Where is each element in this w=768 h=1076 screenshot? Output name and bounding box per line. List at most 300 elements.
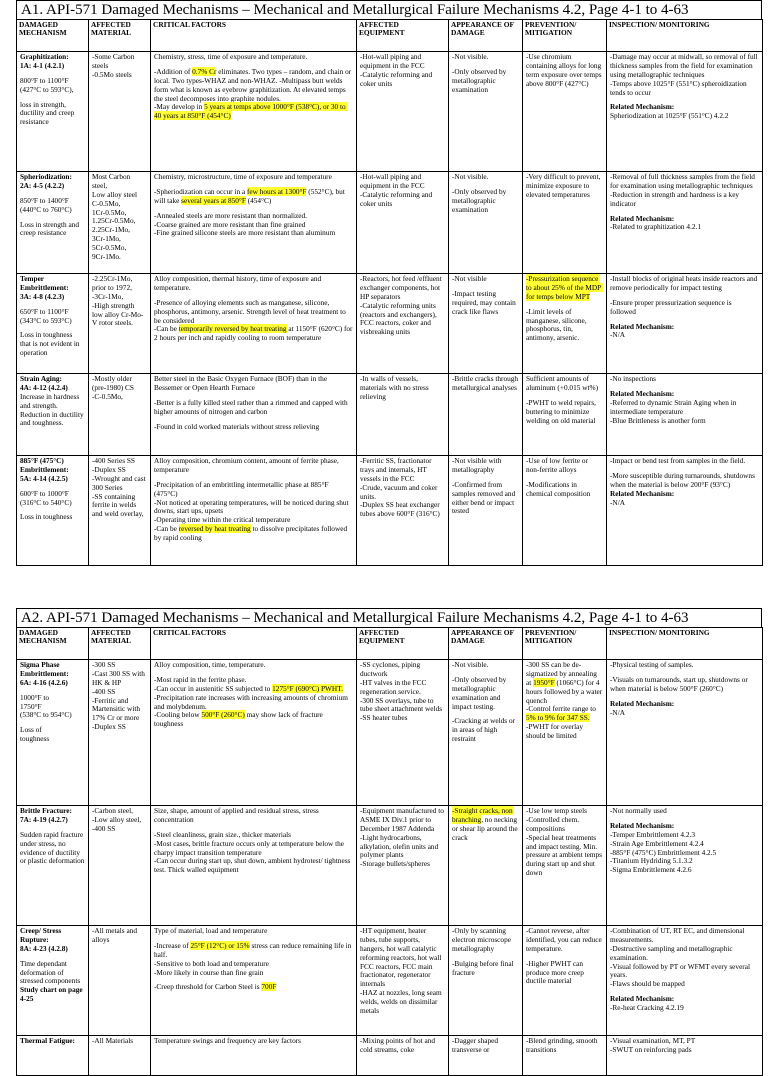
equipment-cell (357, 374, 449, 456)
mechanism-cell (17, 806, 89, 926)
highlighted-text: 700F (261, 982, 277, 992)
mechanisms-table (16, 19, 763, 566)
text-line: Loss in toughness that is not evident in operation (20, 330, 82, 358)
factors-cell (151, 806, 357, 926)
text-line: -Use of low ferrite or non-ferrite alloys (526, 456, 590, 474)
text-line: toughness (20, 734, 50, 744)
mechanism-code: 4A: 4-12 (4.2.4) (20, 382, 68, 392)
text-line: -Equipment manufactured to ASME IX Div.1 prior to December 1987 Addenda (360, 806, 446, 833)
text-line: -More susceptible during turnarounds, shutdowns when the material is below 200°F (93°C) (610, 470, 757, 489)
text-line: -Can be reversed by heat treating to dissolve precipitates followed by rapid cooling (154, 524, 349, 543)
text-line: -400 SS (92, 686, 116, 696)
text-line: -Control ferrite range to 5% to 9% for 347 SS. (526, 704, 598, 723)
text-line: Type of material, load and temperature (154, 926, 268, 935)
text-line: 1750°F (20, 701, 42, 711)
text-line: -SS cyclones, piping ductwork (360, 660, 423, 678)
material-cell (89, 926, 151, 1036)
mechanism-cell (17, 456, 89, 566)
text-line: (427°C to 593°C), (20, 84, 74, 94)
column-header: INSPECTION/ MONITORING (607, 20, 763, 52)
text-line: -Brittle cracks through metallurgical analyses (452, 374, 520, 392)
text-line: -N/A (610, 497, 625, 507)
highlighted-text: several years at 850°F (181, 195, 246, 205)
equipment-cell (357, 52, 449, 172)
appearance-cell (449, 806, 523, 926)
text-line: -Only observed by metallographic examination (452, 66, 509, 94)
text-line: Alloy composition, thermal history, time of exposure and temperature. (154, 274, 323, 292)
mechanism-code: 7A: 4-19 (4.2.7) (20, 814, 68, 824)
text-line: -Hot-wall piping and equipment in the FCC (360, 172, 425, 190)
text-line: -C-0.5Mo, (92, 391, 123, 401)
material-cell (89, 1036, 151, 1076)
column-header: APPEARANCE OF DAMAGE (449, 628, 523, 660)
factors-cell (151, 456, 357, 566)
mechanism-cell (17, 172, 89, 274)
prevention-cell (523, 660, 607, 806)
text-line: -Impact or bend test from samples in the field. (610, 456, 746, 465)
table-row (17, 274, 763, 374)
text-line: -Coarse grained are more resistant than fine grained (154, 219, 306, 229)
text-line: -Use chromium containing alloys for long term exposure over temps above 800°F (427°C) (526, 52, 604, 88)
text-line: -Duplex SS (92, 722, 126, 732)
text-line: Related Mechanism: (610, 102, 675, 112)
text-line: -Operating time within the critical temperature (154, 515, 291, 525)
text-line: -Annealed steels are more resistant than normalized. (154, 210, 307, 220)
appearance-cell (449, 274, 523, 374)
text-line: Related Mechanism: (610, 488, 675, 498)
text-line: -Light hydrocarbons, alkylation, olefin units and polymer plants (360, 832, 441, 860)
text-line: 850°F to 1400°F (20, 195, 69, 205)
text-line: -Not normally used (610, 806, 667, 815)
text-line: Time dependant deformation of stressed components (20, 958, 81, 986)
material-cell (89, 274, 151, 374)
text-line: -No inspections (610, 374, 657, 383)
mechanism-code: 6A: 4-16 (4.2.6) (20, 677, 68, 687)
text-line: -400 SS (92, 823, 116, 833)
highlighted-text: -Pressurization sequence to about 25% of the MDP for temps below MPT (526, 274, 604, 301)
inspection-cell (607, 806, 763, 926)
text-line: 650°F to 1100°F (20, 306, 69, 316)
text-line: -Some Carbon steels (92, 52, 137, 70)
text-line: -Referred to dynamic Strain Aging when in intermediate temperature (610, 397, 739, 416)
text-line: Related Mechanism: (610, 213, 675, 223)
highlighted-text: 500°F (260°C) (201, 710, 245, 720)
column-header: CRITICAL FACTORS (151, 20, 357, 52)
text-line: -300 SS can be de-sigmatized by annealing at 1950°F (1066°C) for 4 hours followed by a water quench (526, 660, 605, 705)
text-line: Related Mechanism: (610, 820, 675, 830)
appearance-cell (449, 660, 523, 806)
text-line: -Fine grained silicone steels are more resistant than aluminum (154, 228, 336, 238)
text-line: -All Materials (92, 1036, 134, 1045)
text-line: -Mixing points of hot and cold streams, coke (360, 1036, 437, 1054)
text-line: -Visual followed by PT or WFMT every several years. (610, 961, 752, 980)
text-line: Related Mechanism: (610, 321, 675, 331)
equipment-cell (357, 1036, 449, 1076)
text-line: -Addition of 0.7% Cr eliminates. Two types – random, and chain or local. Two types-WHAZ and non-WHAZ. -Multipass butt welds form what is known as eyebrow graphitization. At elevated temps the steel decomposes into graphite nodules. (154, 66, 353, 103)
highlighted-text: 5% to 9% for 347 SS. (526, 713, 590, 723)
table-section (16, 0, 762, 566)
factors-cell (151, 1036, 357, 1076)
text-line: -Catalytic reforming and coker units (360, 189, 434, 208)
table-row (17, 926, 763, 1036)
inspection-cell (607, 374, 763, 456)
table-row (17, 1036, 763, 1076)
text-line: -Ferritic SS, fractionator trays and internals, HT vessels in the FCC (360, 456, 434, 483)
text-line: -Cooling below 500°F (260°C) may show lack of fracture toughness (154, 710, 325, 729)
highlighted-text: 0.7% Cr (192, 66, 217, 76)
text-line: loss in strength, ductility and creep resistance (20, 99, 77, 127)
text-line: -Limit levels of manganese, silicone, phosphorus, tin, antimony, arsenic. (526, 306, 589, 343)
text-line: C-0.5Mo, (92, 198, 121, 208)
mechanism-cell (17, 926, 89, 1036)
text-line: Spheriodization at 1025°F (551°C) 4.2.2 (610, 111, 729, 121)
text-line: -Flaws should be mapped (610, 979, 685, 989)
text-line: -Sigma Embrittlement 4.2.6 (610, 865, 692, 875)
factors-cell (151, 274, 357, 374)
prevention-cell (523, 456, 607, 566)
text-line: 9Cr-1Mo. (92, 252, 121, 262)
appearance-cell (449, 172, 523, 274)
text-line: Study chart on page 4-25 (20, 985, 85, 1004)
text-line: -Blend grinding, smooth transitions (526, 1036, 600, 1054)
text-line: -Catalytic reforming units (reactors and exchangers), FCC reactors, coker and visbreaking units (360, 300, 439, 337)
text-line: -N/A (610, 707, 625, 717)
inspection-cell (607, 926, 763, 1036)
equipment-cell (357, 274, 449, 374)
text-line: -Not noticed at operating temperatures, will be noticed during shut downs, start ups, upsets (154, 497, 351, 516)
column-header: INSPECTION/ MONITORING (607, 628, 763, 660)
text-line: -Crude, vacuum and coker units. (360, 482, 440, 501)
column-header: AFFECTED MATERIAL (89, 20, 151, 52)
prevention-cell (523, 1036, 607, 1076)
equipment-cell (357, 660, 449, 806)
text-line: -Most rapid in the ferrite phase. (154, 674, 247, 684)
appearance-cell (449, 52, 523, 172)
mechanism-code: 5A: 4-14 (4.2.5) (20, 473, 68, 483)
text-line: -Not visible. (452, 52, 489, 61)
text-line: -Low alloy steel, (92, 814, 142, 824)
text-line: -Duplex SS (92, 464, 126, 474)
text-line: 800°F to 1100°F (20, 75, 69, 85)
inspection-cell (607, 52, 763, 172)
text-line: -Physical testing of samples. (610, 660, 694, 669)
text-line: -Modifications in chemical composition (526, 479, 591, 498)
equipment-cell (357, 926, 449, 1036)
mechanism-cell (17, 274, 89, 374)
text-line: -Not visible. (452, 660, 489, 669)
mechanism-code: 2A: 4-5 (4.2.2) (20, 180, 65, 190)
text-line: -Cracking at welds or in areas of high restraint (452, 716, 517, 744)
text-line: 1Cr-0.5Mo, (92, 207, 127, 217)
text-line: -Storage bullets/spheres (360, 859, 430, 869)
text-line: -PWHT to weld repairs, buttering to minimize welding on old material (526, 397, 598, 425)
section-title: A2. API-571 Damaged Mechanisms – Mechanical and Metallurgical Failure Mechanisms 4.2, Page 4-1 to 4-63 (16, 608, 762, 627)
text-line: Better steel in the Basic Oxygen Furnace (BOF) than in the Bessemer or Open Hearth Furnace (154, 374, 329, 392)
material-cell (89, 374, 151, 456)
table-row (17, 456, 763, 566)
factors-cell (151, 52, 357, 172)
text-line: Related Mechanism: (610, 994, 675, 1004)
column-header: AFFECTED MATERIAL (89, 628, 151, 660)
header-row (17, 20, 763, 52)
prevention-cell (523, 806, 607, 926)
text-line: -SS heater tubes (360, 713, 408, 723)
mechanisms-table (16, 627, 763, 1076)
column-header: APPEARANCE OF DAMAGE (449, 20, 523, 52)
appearance-cell (449, 374, 523, 456)
text-line: -2.25Cr-1Mo, prior to 1972, (92, 274, 135, 292)
material-cell (89, 660, 151, 806)
material-cell (89, 456, 151, 566)
text-line: -Controlled chem. compositions (526, 814, 581, 833)
inspection-cell (607, 1036, 763, 1076)
column-header: DAMAGED MECHANISM (17, 628, 89, 660)
text-line: -SS containing ferrite in welds and weld overlay, (92, 491, 144, 519)
text-line: -Straight cracks, non branching, no necking or shear lip around the crack (452, 806, 520, 842)
highlighted-text: reversed by heat treating (178, 524, 251, 534)
text-line: -Dagger shaped transverse or (452, 1036, 500, 1054)
text-line: -Use low temp steels (526, 806, 587, 815)
highlighted-text: 5 years at temps above 1000°F (538°C), or 30 to 40 years at 850°F (454°C) (154, 102, 348, 121)
text-line: -N/A (610, 330, 625, 340)
table-row (17, 172, 763, 274)
text-line: -885°F (475°C) Embrittlement 4.2.5 (610, 847, 717, 857)
text-line: -Destructive sampling and metallographic examination. (610, 943, 735, 962)
column-header: CRITICAL FACTORS (151, 628, 357, 660)
text-line: Alloy composition, chromium content, amount of ferrite phase, temperature (154, 456, 341, 474)
mechanism-cell (17, 1036, 89, 1076)
text-line: 5Cr-0.5Mo, (92, 243, 127, 253)
text-line: -Impact testing required, may contain crack like flaws (452, 288, 518, 316)
text-line: -Duplex SS heat exchanger tubes above 600°F (316°C) (360, 500, 442, 519)
text-line: -300 SS (92, 660, 116, 669)
text-line: Low alloy steel (92, 189, 137, 199)
highlighted-text: -Straight cracks, non branching (452, 806, 515, 824)
column-header: PREVENTION/ MITIGATION (523, 628, 607, 660)
text-line: 2.25Cr-1Mo, (92, 225, 130, 235)
text-line: -Most cases, brittle fracture occurs only at temperature below the charpy impact transition temperature (154, 838, 346, 857)
factors-cell (151, 172, 357, 274)
text-line: -HT equipment, heater tubes, tube supports, hangers, hot wall catalytic reforming reactors, hot wall FCC reactors, FCC main fractionator, regenerator internals (360, 926, 444, 989)
inspection-cell (607, 456, 763, 566)
text-line: -Visuals on turnarounds, start up, shutdowns or when material is below 500°F (260°C) (610, 674, 750, 693)
mechanism-cell (17, 52, 89, 172)
text-line: -SWUT on reinforcing pads (610, 1044, 692, 1054)
material-cell (89, 172, 151, 274)
column-header: PREVENTION/ MITIGATION (523, 20, 607, 52)
text-line: -Not visible. (452, 172, 489, 181)
section-title: A1. API-571 Damaged Mechanisms – Mechanical and Metallurgical Failure Mechanisms 4.2, Page 4-1 to 4-63 (16, 0, 762, 19)
text-line: Related Mechanism: (610, 698, 675, 708)
appearance-cell (449, 456, 523, 566)
prevention-cell (523, 926, 607, 1036)
text-line: -Hot-wall piping and equipment in the FCC (360, 52, 425, 70)
appearance-cell (449, 1036, 523, 1076)
text-line: -Only by scanning electron microscope metallography (452, 926, 513, 953)
text-line: -Precipitation rate increases with increasing amounts of chromium and molybdenum. (154, 692, 350, 711)
mechanism-code: 1A: 4-1 (4.2.1) (20, 60, 65, 70)
column-header: DAMAGED MECHANISM (17, 20, 89, 52)
text-line: Chemistry, microstructure, time of exposure and temperature (154, 172, 332, 181)
header-row (17, 628, 763, 660)
column-header: AFFECTED EQUIPMENT (357, 20, 449, 52)
highlighted-text: 25°F (12°C) or 15% (190, 940, 250, 950)
material-cell (89, 52, 151, 172)
text-line: -Not visible with metallography (452, 456, 504, 474)
text-line: Loss of (20, 725, 42, 735)
equipment-cell (357, 806, 449, 926)
text-line: -Creep threshold for Carbon Steel is 700F (154, 982, 277, 992)
mechanism-name: Strain Aging: (20, 374, 62, 383)
text-line: -Better is a fully killed steel rather than a rimmed and capped with higher amounts of nitrogen and carbon (154, 397, 350, 416)
text-line: -All metals and alloys (92, 926, 139, 944)
table-row (17, 52, 763, 172)
inspection-cell (607, 172, 763, 274)
text-line: -Wrought and cast 300 Series (92, 473, 148, 492)
text-line: Loss in toughness (20, 512, 73, 522)
text-line: -Re-heat Cracking 4.2.19 (610, 1003, 684, 1013)
text-line: -More likely in course than fine grain (154, 967, 264, 977)
text-line: -Combination of UT, RT EC, and dimensional measurements. (610, 926, 747, 944)
text-line: -Reactors, hot feed /effluent exchanger components, hot HP separators (360, 274, 444, 301)
highlighted-text: 1275°F (690°C) PWHT. (272, 683, 343, 693)
text-line: -Can occur during start up, shut down, ambient hydrotest/ tightness test. Thick walled equipment (154, 856, 353, 875)
appearance-cell (449, 926, 523, 1036)
highlighted-text: temporarily reversed by heat treating (178, 324, 287, 334)
mechanism-code: 8A: 4-23 (4.2.8) (20, 943, 68, 953)
text-line: -400 Series SS (92, 456, 135, 465)
text-line: -Found in cold worked materials without stress relieving (154, 421, 320, 431)
material-cell (89, 806, 151, 926)
text-line: (538°C to 954°C) (20, 710, 72, 720)
text-line: 3Cr-1Mo, (92, 234, 121, 244)
table-row (17, 806, 763, 926)
equipment-cell (357, 456, 449, 566)
text-line: -Steel cleanliness, grain size., thicker materials (154, 829, 291, 839)
text-line: -Not visible (452, 274, 487, 283)
text-line: Sudden rapid fracture under stress, no evidence of ductility or plastic deformation (20, 829, 86, 866)
text-line (526, 275, 603, 302)
factors-cell (151, 926, 357, 1036)
text-line: Size, shape, amount of applied and residual stress, stress concentration (154, 806, 321, 824)
text-line: -Visual examination, MT, PT (610, 1036, 696, 1045)
text-line: (316°C to 540°C) (20, 497, 72, 507)
text-line: -Presence of alloying elements such as manganese, silicone, phosphorus, antimony, arsenic. Strength level of heat treatment to be considered (154, 297, 348, 325)
text-line: -Catalytic reforming and coker units (360, 69, 434, 88)
factors-cell (151, 660, 357, 806)
text-line: -Bulging before final fracture (452, 958, 516, 977)
text-line: -Can occur in austenitic SS subjected to 1275°F (690°C) PWHT. (154, 683, 343, 693)
text-line: -Special heat treatments and impact testing. Min. pressure at ambient temps during start up and shut down (526, 832, 604, 878)
mechanism-name: Sigma Phase Embrittlement: (20, 660, 69, 678)
table-row (17, 660, 763, 806)
text-line: -Cast 300 SS with HK & HP (92, 668, 147, 687)
text-line: -Strain Age Embrittlement 4.2.4 (610, 838, 704, 848)
text-line: -HT valves in the FCC regeneration service. (360, 677, 429, 696)
mechanism-name: Spheriodization: (20, 172, 72, 181)
mechanism-name: Temper Embrittlement: (20, 274, 69, 292)
text-line: -Temper Embrittlement 4.2.3 (610, 829, 696, 839)
text-line: Sufficient amounts of aluminum (+0.015 wt%) (526, 374, 599, 392)
text-line: -Higher PWHT can produce more creep ductile material (526, 958, 586, 986)
prevention-cell (523, 274, 607, 374)
prevention-cell (523, 52, 607, 172)
text-line: -Only observed by metallographic examination (452, 186, 509, 214)
mechanism-name: Graphitization: (20, 52, 69, 61)
text-line: -0.5Mo steels (92, 69, 132, 79)
equipment-cell (357, 172, 449, 274)
text-line: -HAZ at nozzles, long seam welds, welds on dissimilar metals (360, 988, 444, 1016)
column-header: AFFECTED EQUIPMENT (357, 628, 449, 660)
inspection-cell (607, 660, 763, 806)
mechanism-name: 885°F (475°C) Embrittlement: (20, 456, 69, 474)
text-line: Chemistry, stress, time of exposure and temperature. (154, 52, 308, 61)
text-line: -May develop in 5 years at temps above 1000°F (538°C), or 30 to 40 years at 850°F (454°C) (154, 102, 348, 121)
table-section (16, 608, 762, 1076)
table-row (17, 374, 763, 456)
text-line: -Blue Brittleness is another form (610, 415, 706, 425)
prevention-cell (523, 172, 607, 274)
text-line: Alloy composition, time, temperature. (154, 660, 266, 669)
text-line: Related Mechanism: (610, 388, 675, 398)
mechanism-name: Brittle Fracture: (20, 806, 72, 815)
text-line: -Precipitation of an embrittling intermetallic phase at 885°F (475°C) (154, 479, 331, 498)
highlighted-text: few hours at 1300°F (247, 186, 307, 196)
text-line: -Install blocks of original heats inside reactors and remove periodically for impact testing (610, 274, 760, 292)
text-line: 1000°F to (20, 692, 50, 702)
text-line: Most Carbon steel, (92, 172, 133, 190)
mechanism-cell (17, 374, 89, 456)
text-line: -300 SS overlays, tube to tube sheet attachment welds (360, 695, 443, 714)
text-line: -Carbon steel, (92, 806, 133, 815)
inspection-cell (607, 274, 763, 374)
text-line: -Mostly older (pre-1980) CS (92, 374, 134, 392)
text-line: -In walls of vessels, materials with no stress relieving (360, 374, 431, 401)
highlighted-text: 1950°F (533, 677, 555, 687)
text-line: -PWHT for overlay should be limited (526, 722, 585, 741)
text-line: -Damage may occur at midwall, so removal of full thickness samples from the field for examination using metallographic techniques (610, 52, 760, 79)
text-line: -Ensure proper pressurization sequence is followed (610, 297, 734, 316)
text-line: -Sensitive to both load and temperature (154, 958, 269, 968)
text-line: -Spheriodization can occur in a few hours at 1300°F (552°C), but will take several years at 850°F (454°C) (154, 186, 347, 205)
text-line: -Temps above 1025°F (551°C) spheroidization tends to occur (610, 78, 749, 97)
mechanism-name: Creep/ Stress Rupture: (20, 926, 62, 944)
mechanism-cell (17, 660, 89, 806)
text-line: 600°F to 1000°F (20, 488, 69, 498)
text-line: -Only observed by metallographic examination and impact testing. (452, 674, 509, 711)
text-line: -Ferritic and Martensitic with 17% Cr or more (92, 695, 142, 723)
text-line: -Titanium Hydriding 5.1.3.2 (610, 856, 693, 866)
text-line: -High strength low alloy Cr-Mo-V rotor steels. (92, 300, 144, 328)
text-line: -Increase of 25°F (12°C) or 15% stress can reduce remaining life in half. (154, 940, 354, 959)
text-line: Temperature swings and frequency are key factors (154, 1036, 301, 1045)
text-line: Increase in hardness and strength. Reduction in ductility and toughness. (20, 391, 86, 428)
text-line: (343°C to 593°C) (20, 315, 72, 325)
text-line: -Cannot reverse, after identified, you can reduce temperature. (526, 926, 604, 953)
text-line: -Confirmed from samples removed and either bend or impact tested (452, 479, 518, 516)
mechanism-code: 3A: 4-8 (4.2.3) (20, 291, 65, 301)
mechanism-name: Thermal Fatigue: (20, 1036, 75, 1045)
text-line: (440°C to 760°C) (20, 204, 72, 214)
text-line: -Can be temporarily reversed by heat treating at 1150°F (620°C) for 2 hours per inch and rapidly cooling to room temperature (154, 324, 355, 343)
prevention-cell (523, 374, 607, 456)
text-line: -Removal of full thickness samples from the field for examination using metallographic techniques (610, 172, 757, 190)
text-line: Loss in strength and creep resistance (20, 219, 81, 238)
text-line: -Related to graphitization 4.2.1 (610, 222, 701, 232)
text-line: -Reduction in strength and hardness is a key indicator (610, 189, 741, 208)
factors-cell (151, 374, 357, 456)
text-line: -3Cr-1Mo, (92, 291, 124, 301)
